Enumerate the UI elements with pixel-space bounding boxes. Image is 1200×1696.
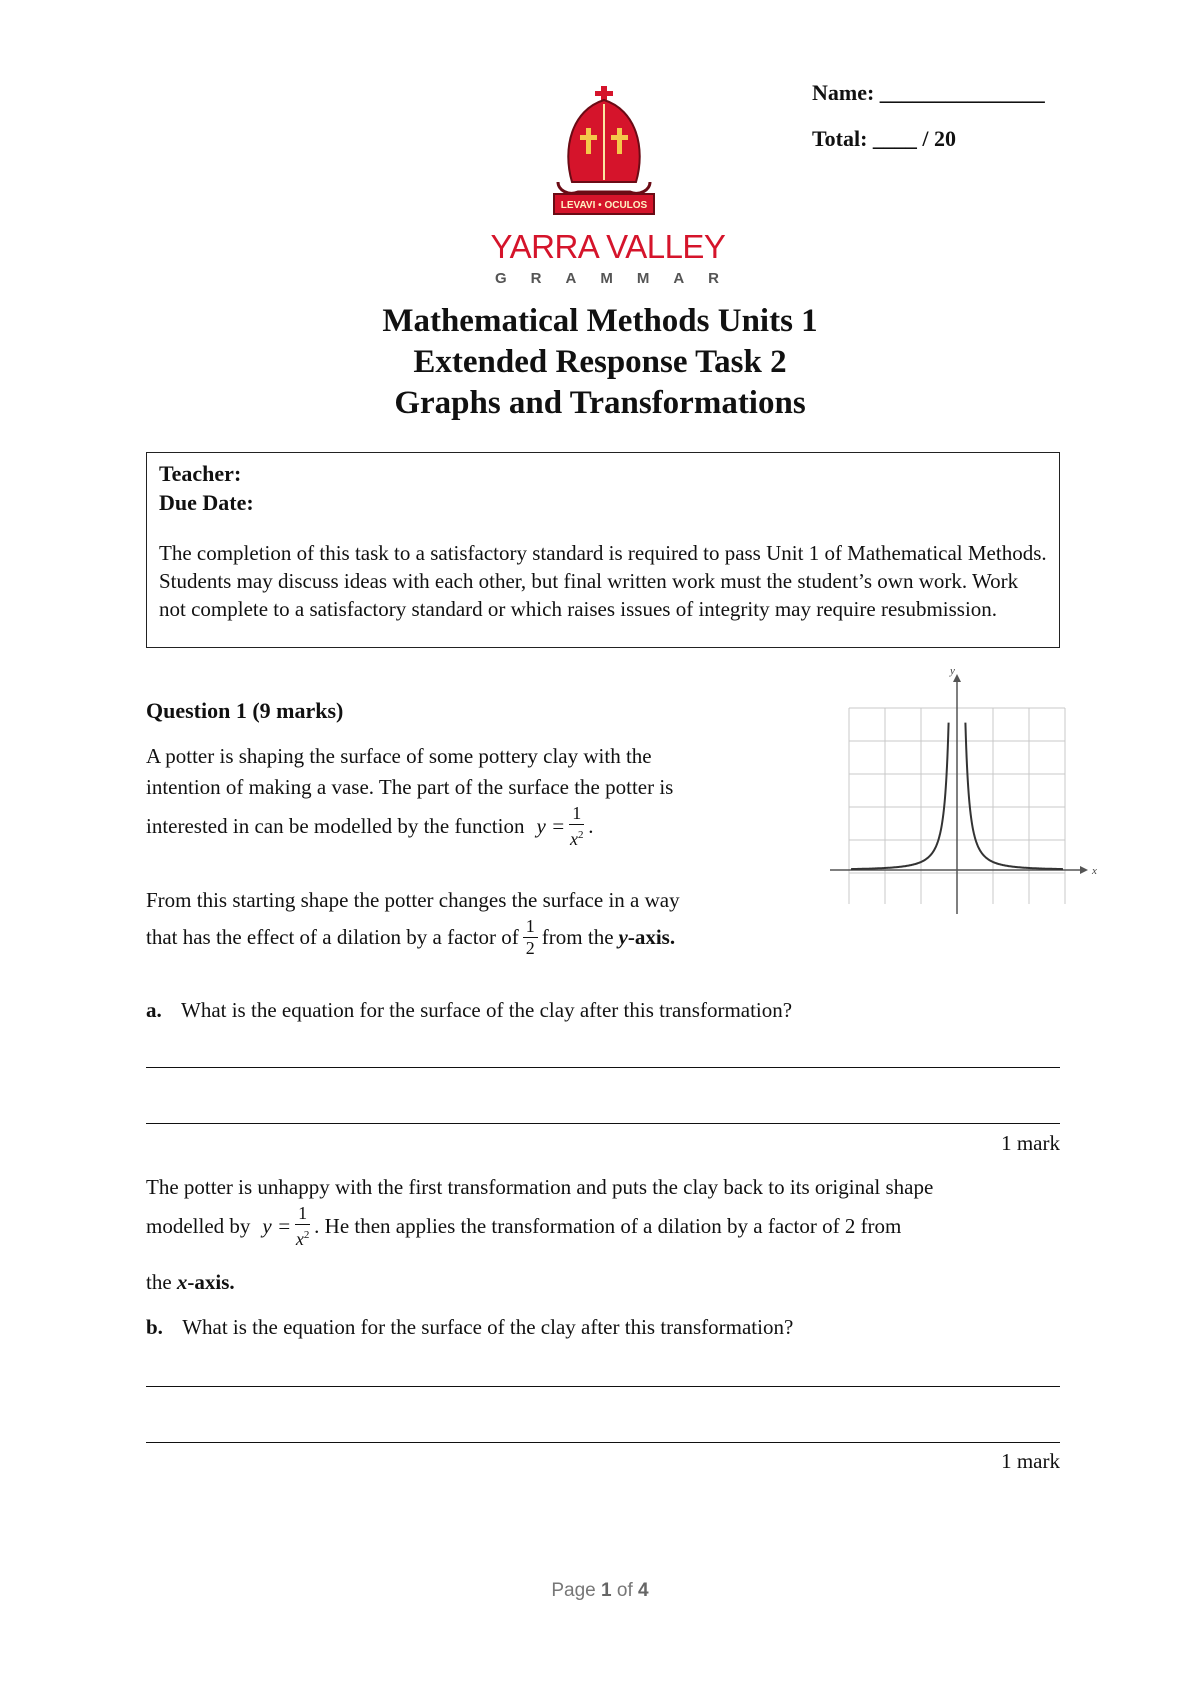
- equation-lhs: y =: [536, 814, 566, 838]
- question-1-heading: Question 1 (9 marks): [146, 698, 344, 723]
- part-b-text: What is the equation for the surface of the clay after this transformation?: [182, 1315, 794, 1339]
- fraction-numerator: 1: [569, 803, 584, 825]
- due-date-label: Due Date:: [159, 490, 254, 515]
- footer-page-total: 4: [638, 1580, 649, 1601]
- page-footer: [0, 1580, 1200, 1602]
- question-1-intro-line-2: intention of making a vase. The part of the surface the potter is: [146, 775, 674, 799]
- part-a-question: [146, 998, 792, 1023]
- part-a-marks: 1 mark: [1001, 1131, 1060, 1155]
- second-transform-line-1: The potter is unhappy with the first transformation and puts the clay back to its original shape: [146, 1175, 934, 1199]
- title-line-1: Mathematical Methods Units 1: [382, 303, 818, 339]
- task-info-box: [146, 452, 1060, 648]
- question-1-intro-line-1: A potter is shaping the surface of some pottery clay with the: [146, 744, 652, 768]
- dilation-line-1: From this starting shape the potter changes the surface in a way: [146, 888, 680, 912]
- crest-motto: LEVAVI • OCULOS: [560, 200, 648, 211]
- equation-fraction: [569, 803, 584, 850]
- teacher-label: Teacher:: [159, 461, 242, 486]
- graph-x-arrow: [1080, 866, 1088, 874]
- fraction-denominator: x: [569, 829, 578, 849]
- name-field[interactable]: Name: _______________: [812, 80, 1045, 105]
- school-name: YARRA VALLEY: [490, 228, 726, 265]
- footer-page-number: 1: [601, 1580, 612, 1601]
- total-field[interactable]: Total: ____ / 20: [812, 126, 957, 151]
- dilation-axis-word: -axis.: [627, 925, 676, 949]
- title-line-3: Graphs and Transformations: [394, 385, 806, 421]
- footer-page-of: of: [616, 1580, 633, 1601]
- graph-curve-right: [965, 723, 1063, 870]
- dilation-line-2-text: that has the effect of a dilation by a factor of: [146, 925, 519, 949]
- second-fraction-denominator: x: [295, 1229, 304, 1249]
- part-a-answer-line-2[interactable]: [146, 1122, 1060, 1124]
- second-equation-lhs: y =: [262, 1214, 292, 1238]
- second-fraction-numerator: 1: [295, 1203, 310, 1225]
- question-1-intro-line-3: [146, 803, 593, 850]
- dilation-axis-var: y: [618, 925, 628, 949]
- graph-x-label: x: [1092, 865, 1097, 877]
- dilation-denominator: 2: [525, 938, 535, 958]
- part-a-answer-line-1[interactable]: [146, 1066, 1060, 1068]
- part-a-text: What is the equation for the surface of the clay after this transformation?: [181, 998, 793, 1022]
- second-line-3-end: -axis.: [187, 1270, 235, 1294]
- task-description: The completion of this task to a satisfactory standard is required to pass Unit 1 of Mathematical Methods. Students may discuss ideas with each other, but final written work must the student’s own work. Work not complete to a satisfactory standard or which raises issues of integrity may require resubmission.: [159, 541, 1047, 621]
- second-line-2-end: . He then applies the transformation of a dilation by a factor of 2 from: [314, 1214, 902, 1238]
- second-transform-line-3: [146, 1270, 235, 1295]
- part-b-label: b.: [146, 1315, 163, 1339]
- graph-y-label: y: [950, 665, 955, 677]
- reciprocal-square-graph: [830, 665, 1097, 918]
- part-b-answer-line-1[interactable]: [146, 1385, 1060, 1387]
- title-line-2: Extended Response Task 2: [413, 344, 787, 380]
- second-equation-fraction: [295, 1203, 310, 1250]
- part-b-marks: 1 mark: [1001, 1449, 1060, 1473]
- school-subtitle: GRAMMAR: [495, 270, 743, 287]
- intro-line-3-text: interested in can be modelled by the function: [146, 814, 525, 838]
- second-transform-line-2: [146, 1203, 901, 1250]
- second-line-2-start: modelled by: [146, 1214, 251, 1238]
- dilation-line-2: [146, 916, 675, 959]
- part-b-question: [146, 1315, 793, 1340]
- dilation-tail: from the: [541, 925, 614, 949]
- intro-line-3-end: .: [588, 814, 594, 838]
- dilation-fraction: [523, 916, 538, 959]
- second-line-3-start: the: [146, 1270, 172, 1294]
- dilation-numerator: 1: [523, 916, 538, 938]
- second-fraction-exponent: 2: [303, 1229, 310, 1241]
- part-b-answer-line-2[interactable]: [146, 1441, 1060, 1443]
- part-a-label: a.: [146, 998, 162, 1022]
- school-crest-logo: [548, 86, 660, 218]
- second-line-3-var: x: [176, 1270, 188, 1294]
- fraction-exponent: 2: [577, 829, 584, 841]
- graph-curve-left: [851, 723, 949, 870]
- footer-page-prefix: Page: [551, 1580, 596, 1601]
